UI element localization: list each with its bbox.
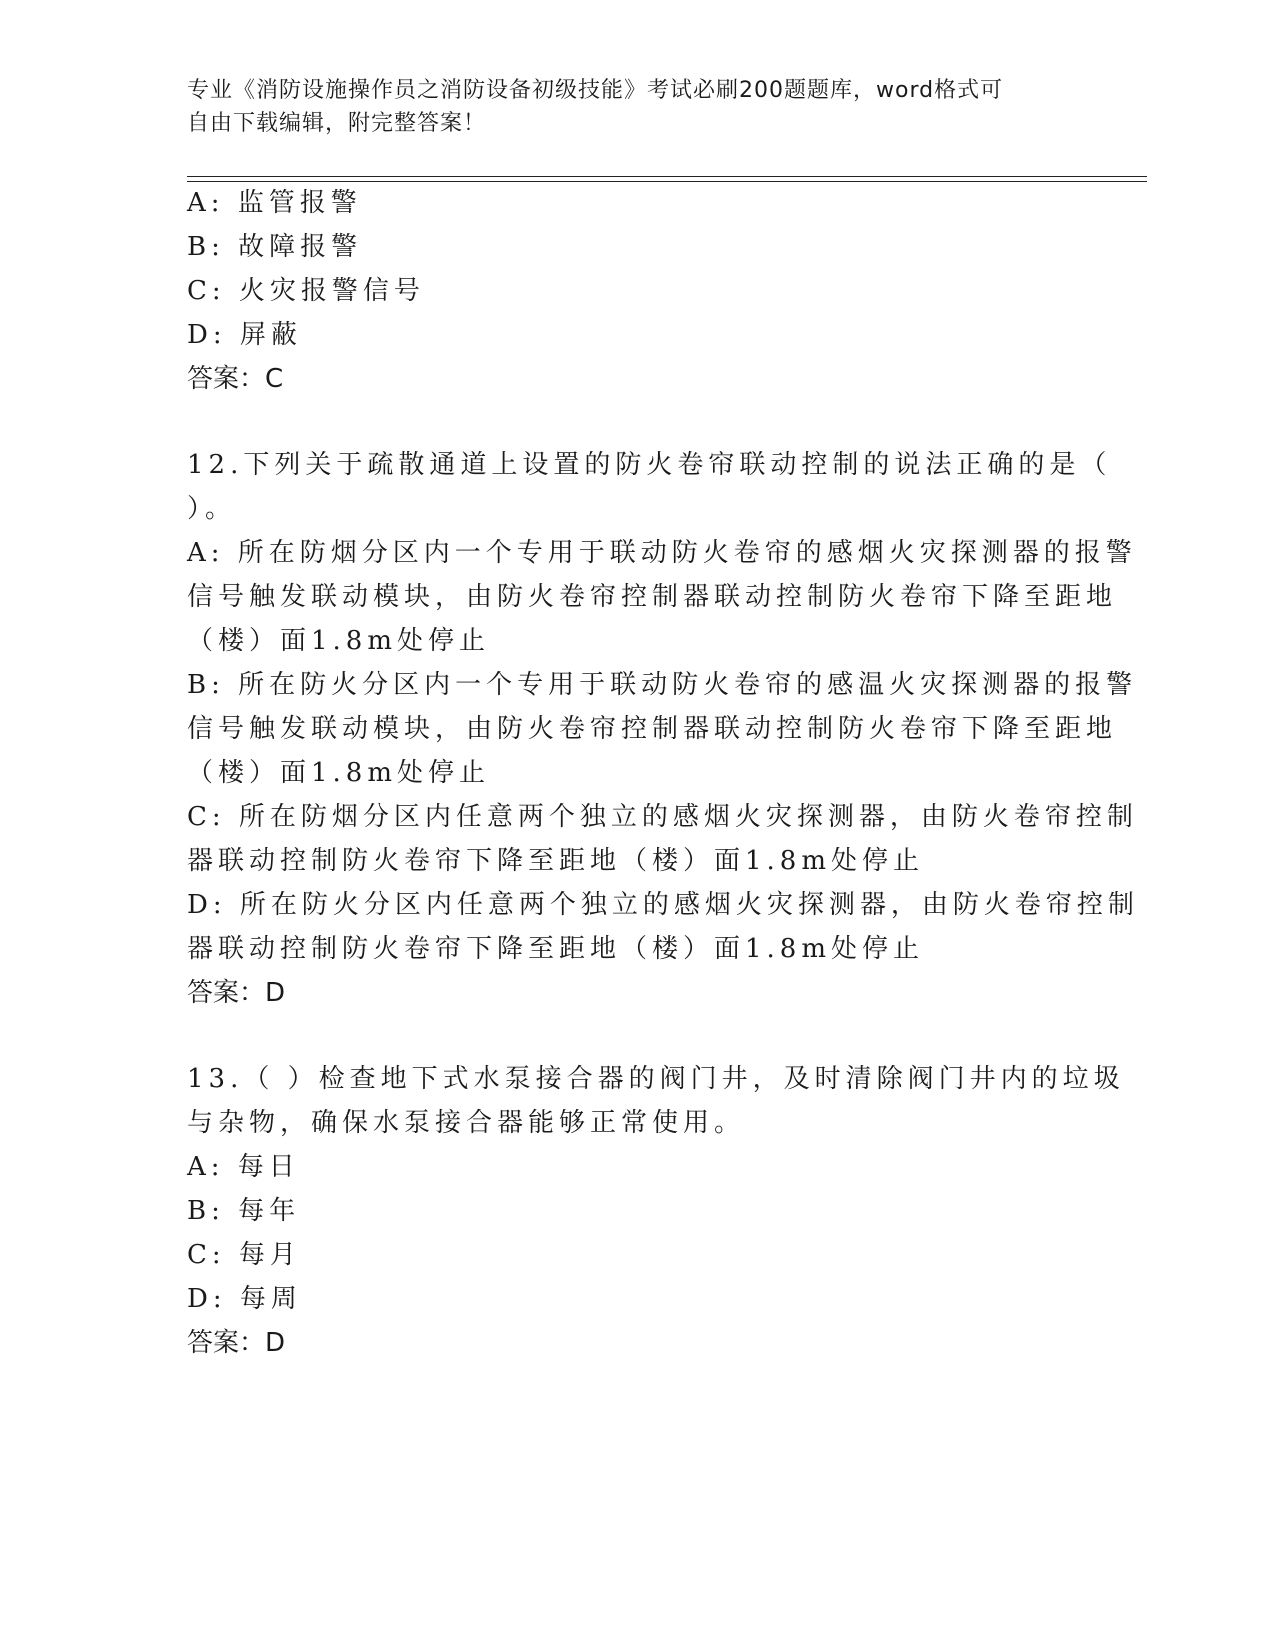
document-header — [187, 74, 1067, 140]
q12-option-b-line-1: B: 所在防火分区内一个专用于联动防火卷帘的感温火灾探测器的报警 — [187, 670, 1138, 700]
q11-option-a: A: 监管报警 — [187, 188, 362, 218]
q11-answer: 答案：C — [187, 364, 284, 394]
q12-option-c-line-1: C: 所在防烟分区内任意两个独立的感烟火灾探测器，由防火卷帘控制 — [187, 802, 1138, 832]
q13-stem-line-2: 与杂物，确保水泵接合器能够正常使用。 — [187, 1108, 746, 1138]
header-title-line-2: 自由下载编辑，附完整答案！ — [187, 111, 487, 136]
q12-option-d-line-2: 器联动控制防火卷帘下降至距地（楼）面1.8m处停止 — [187, 934, 925, 964]
q13-option-b: B: 每年 — [187, 1196, 301, 1226]
q13-option-a: A: 每日 — [187, 1152, 300, 1182]
q12-option-b-line-3: （楼）面1.8m处停止 — [187, 758, 491, 788]
q12-option-d-line-1: D: 所在防火分区内任意两个独立的感烟火灾探测器，由防火卷帘控制 — [187, 890, 1139, 920]
q12-option-a-line-1: A: 所在防烟分区内一个专用于联动防火卷帘的感烟火灾探测器的报警 — [187, 538, 1137, 568]
q11-option-b: B: 故障报警 — [187, 232, 363, 262]
header-title-line-1: 专业《消防设施操作员之消防设备初级技能》考试必刷200题题库，word格式可 — [187, 78, 1004, 103]
q13-stem-line-1: 13.（ ）检查地下式水泵接合器的阀门井，及时清除阀门井内的垃圾 — [187, 1064, 1125, 1094]
q12-option-a-line-3: （楼）面1.8m处停止 — [187, 626, 491, 656]
q13-option-d: D: 每周 — [187, 1284, 302, 1314]
q13-answer: 答案：D — [187, 1328, 286, 1358]
q12-option-a-line-2: 信号触发联动模块，由防火卷帘控制器联动控制防火卷帘下降至距地 — [187, 582, 1118, 612]
q12-stem-line-1: 12.下列关于疏散通道上设置的防火卷帘联动控制的说法正确的是（ — [187, 450, 1112, 480]
q11-option-c: C: 火灾报警信号 — [187, 276, 425, 306]
header-divider-bottom — [187, 181, 1147, 182]
q11-option-d: D: 屏蔽 — [187, 320, 302, 350]
q12-option-c-line-2: 器联动控制防火卷帘下降至距地（楼）面1.8m处停止 — [187, 846, 925, 876]
q13-option-c: C: 每月 — [187, 1240, 301, 1270]
header-divider-top — [187, 176, 1147, 177]
q12-answer: 答案：D — [187, 978, 286, 1008]
q12-stem-line-2: ）。 — [187, 494, 237, 524]
q12-option-b-line-2: 信号触发联动模块，由防火卷帘控制器联动控制防火卷帘下降至距地 — [187, 714, 1118, 744]
